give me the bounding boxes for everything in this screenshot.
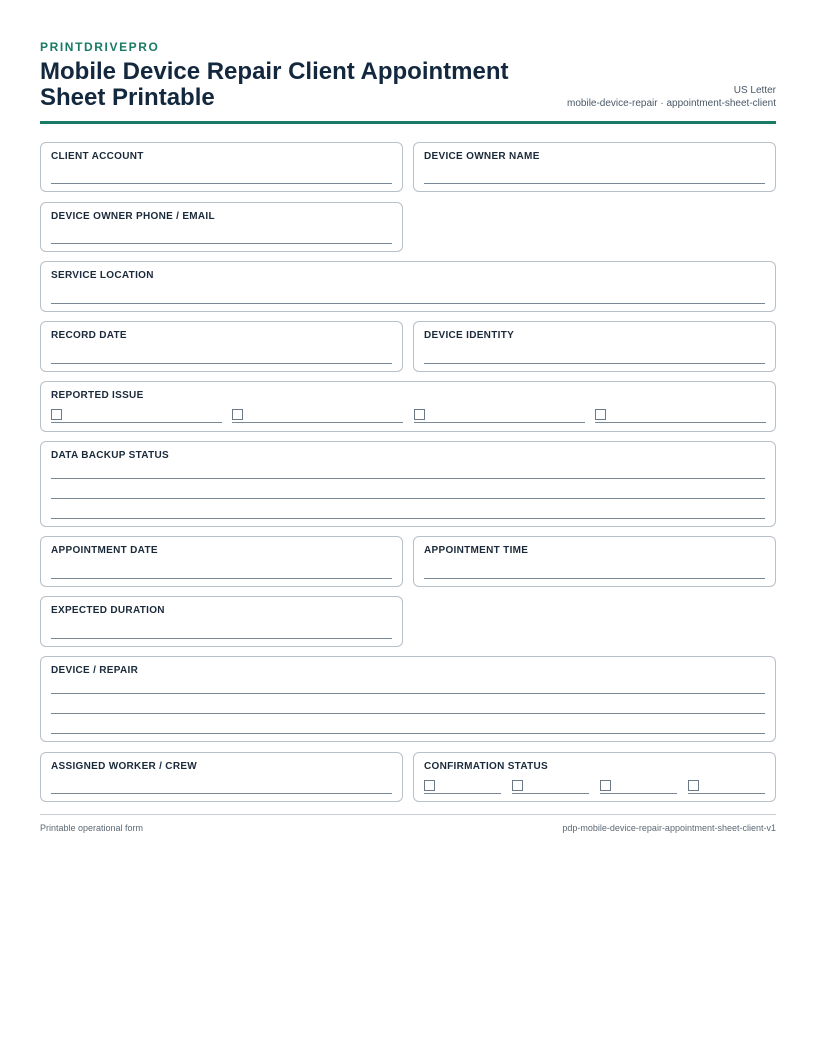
page-title: Mobile Device Repair Client Appointment Sheet Printable <box>40 58 509 111</box>
header-rule <box>40 121 776 124</box>
device-owner-contact-field <box>40 202 403 252</box>
checkbox[interactable] <box>424 780 435 791</box>
service-location-field <box>40 261 776 312</box>
confirmation-status-label: CONFIRMATION STATUS <box>424 761 549 772</box>
checkbox[interactable] <box>595 409 606 420</box>
service-location-input-line[interactable] <box>51 303 765 304</box>
footer-description: Printable operational form <box>40 823 144 833</box>
device-repair-line-2[interactable] <box>51 713 765 714</box>
confirmation-status-option-2 <box>512 780 589 794</box>
appointment-date-input-line[interactable] <box>51 578 392 579</box>
reported-issue-option-4 <box>595 409 766 423</box>
brand-name: PRINTDRIVEPRO <box>40 40 160 54</box>
data-backup-status-line-3[interactable] <box>51 518 765 519</box>
device-repair-field <box>40 656 776 742</box>
option-line[interactable] <box>424 793 501 794</box>
data-backup-status-label: DATA BACKUP STATUS <box>51 450 169 461</box>
client-account-label: CLIENT ACCOUNT <box>51 151 144 162</box>
device-owner-name-label: DEVICE OWNER NAME <box>424 151 540 162</box>
option-line[interactable] <box>51 422 222 423</box>
appointment-time-label: APPOINTMENT TIME <box>424 545 529 556</box>
reported-issue-option-2 <box>232 409 403 423</box>
footer-rule <box>40 814 776 815</box>
service-location-label: SERVICE LOCATION <box>51 270 154 281</box>
data-backup-status-line-1[interactable] <box>51 478 765 479</box>
device-owner-name-field <box>413 142 776 192</box>
assigned-worker-input-line[interactable] <box>51 793 392 794</box>
device-owner-contact-label: DEVICE OWNER PHONE / EMAIL <box>51 211 215 222</box>
data-backup-status-field <box>40 441 776 527</box>
device-repair-label: DEVICE / REPAIR <box>51 665 139 676</box>
form-page <box>40 40 776 124</box>
checkbox[interactable] <box>51 409 62 420</box>
checkbox[interactable] <box>512 780 523 791</box>
confirmation-status-option-1 <box>424 780 501 794</box>
confirmation-status-option-4 <box>688 780 765 794</box>
assigned-worker-field <box>40 752 403 802</box>
reported-issue-field <box>40 381 776 432</box>
page-header <box>40 40 776 124</box>
option-line[interactable] <box>688 793 765 794</box>
paper-size: US Letter <box>733 85 776 96</box>
reported-issue-option-1 <box>51 409 222 423</box>
expected-duration-input-line[interactable] <box>51 638 392 639</box>
expected-duration-field <box>40 596 403 647</box>
checkbox[interactable] <box>232 409 243 420</box>
appointment-date-label: APPOINTMENT DATE <box>51 545 158 556</box>
confirmation-status-field <box>413 752 776 802</box>
device-identity-label: DEVICE IDENTITY <box>424 330 515 341</box>
reported-issue-option-3 <box>414 409 585 423</box>
option-line[interactable] <box>595 422 766 423</box>
page-meta <box>567 84 776 110</box>
option-line[interactable] <box>414 422 585 423</box>
option-line[interactable] <box>232 422 403 423</box>
option-line[interactable] <box>600 793 677 794</box>
reported-issue-label: REPORTED ISSUE <box>51 390 144 401</box>
checkbox[interactable] <box>414 409 425 420</box>
device-identity-field <box>413 321 776 372</box>
device-owner-name-input-line[interactable] <box>424 183 765 184</box>
record-date-field <box>40 321 403 372</box>
expected-duration-label: EXPECTED DURATION <box>51 605 165 616</box>
checkbox[interactable] <box>600 780 611 791</box>
device-repair-line-1[interactable] <box>51 693 765 694</box>
footer-form-id: pdp-mobile-device-repair-appointment-sheet-client-v1 <box>562 823 776 833</box>
record-date-input-line[interactable] <box>51 363 392 364</box>
device-repair-line-3[interactable] <box>51 733 765 734</box>
client-account-input-line[interactable] <box>51 183 392 184</box>
form-tags: mobile-device-repair · appointment-sheet-client <box>567 98 776 109</box>
checkbox[interactable] <box>688 780 699 791</box>
confirmation-status-option-3 <box>600 780 677 794</box>
appointment-date-field <box>40 536 403 587</box>
option-line[interactable] <box>512 793 589 794</box>
data-backup-status-line-2[interactable] <box>51 498 765 499</box>
record-date-label: RECORD DATE <box>51 330 127 341</box>
appointment-time-input-line[interactable] <box>424 578 765 579</box>
device-owner-contact-input-line[interactable] <box>51 243 392 244</box>
assigned-worker-label: ASSIGNED WORKER / CREW <box>51 761 198 772</box>
appointment-time-field <box>413 536 776 587</box>
device-identity-input-line[interactable] <box>424 363 765 364</box>
client-account-field <box>40 142 403 192</box>
